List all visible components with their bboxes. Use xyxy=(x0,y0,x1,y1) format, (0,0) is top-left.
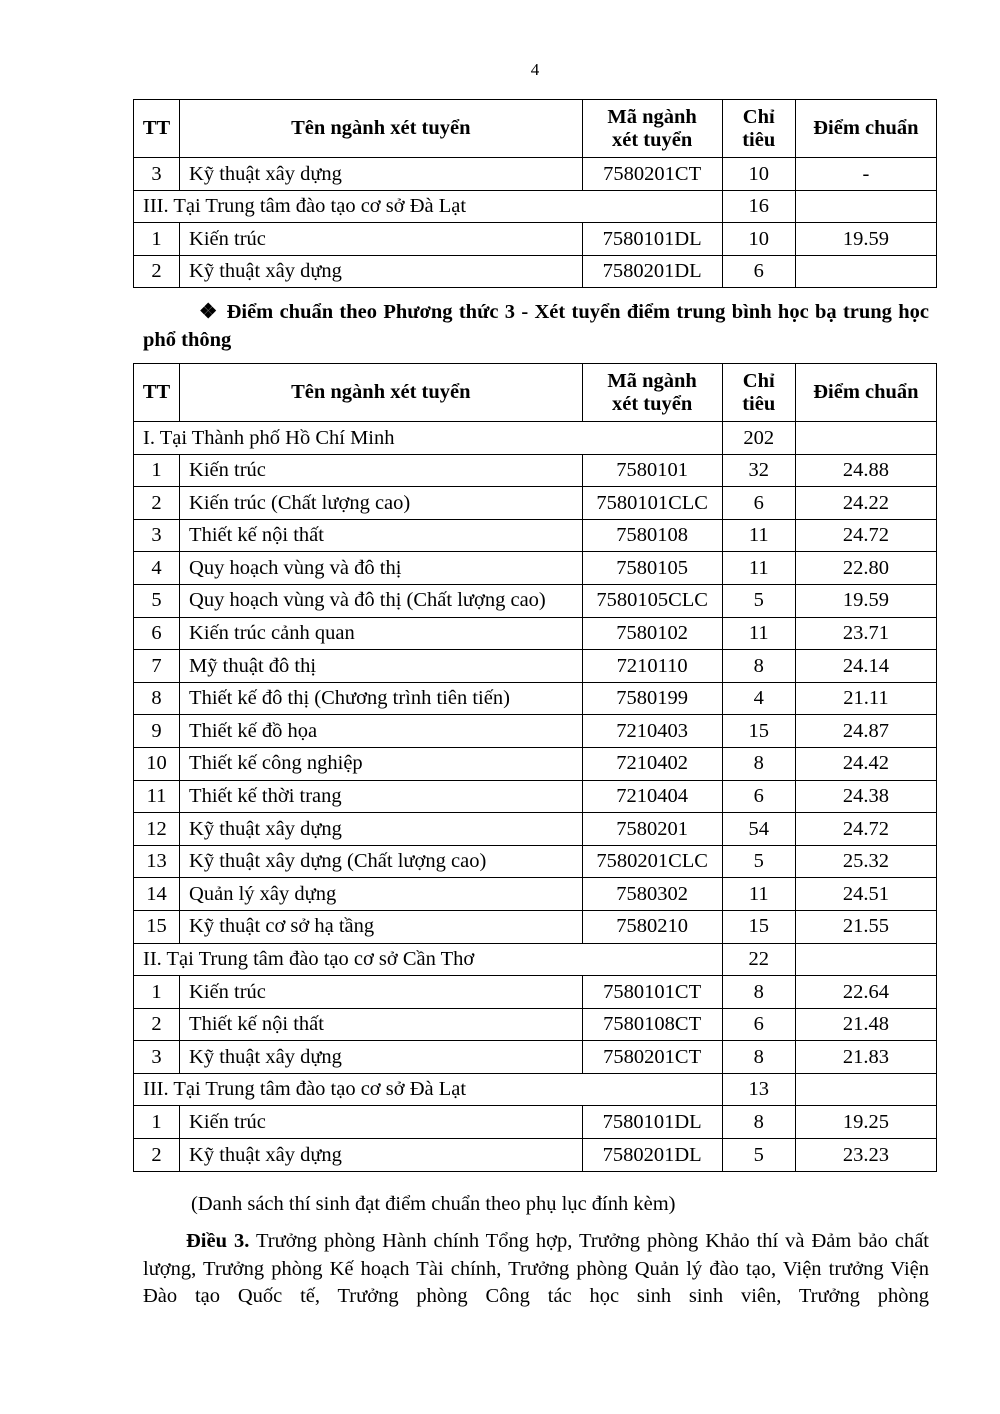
table-row xyxy=(134,780,937,813)
cell-name: Quản lý xây dựng xyxy=(180,878,583,911)
section-label: II. Tại Trung tâm đào tạo cơ sở Cần Thơ xyxy=(134,943,723,976)
cell-code: 7580108 xyxy=(582,519,722,552)
cell-score: 24.88 xyxy=(795,454,936,487)
cell-score: 24.72 xyxy=(795,813,936,846)
table-row xyxy=(134,1106,937,1139)
cell-tt: 13 xyxy=(134,845,180,878)
cell-quota: 5 xyxy=(722,845,795,878)
cell-quota: 8 xyxy=(722,1041,795,1074)
cell-code: 7580201CLC xyxy=(582,845,722,878)
cell-code: 7580201CT xyxy=(582,158,722,191)
cell-code: 7580201 xyxy=(582,813,722,846)
cell-code: 7580199 xyxy=(582,682,722,715)
section-score xyxy=(795,1073,936,1106)
table-row xyxy=(134,1008,937,1041)
table-row xyxy=(134,747,937,780)
cell-code: 7580302 xyxy=(582,878,722,911)
cell-tt: 15 xyxy=(134,910,180,943)
header-tt: TT xyxy=(134,100,180,158)
cell-code: 7580101CLC xyxy=(582,487,722,520)
header-tt: TT xyxy=(134,364,180,422)
cell-code: 7580105 xyxy=(582,552,722,585)
cell-quota: 11 xyxy=(722,617,795,650)
cell-tt: 2 xyxy=(134,255,180,288)
table-row xyxy=(134,878,937,911)
table-row xyxy=(134,976,937,1009)
header-quota: Chỉ tiêu xyxy=(722,364,795,422)
cell-tt: 14 xyxy=(134,878,180,911)
cell-score: 23.71 xyxy=(795,617,936,650)
table-row xyxy=(134,715,937,748)
cell-score: 19.59 xyxy=(795,223,936,256)
table-row xyxy=(134,519,937,552)
cell-tt: 10 xyxy=(134,747,180,780)
cell-quota: 11 xyxy=(722,552,795,585)
cell-name: Kiến trúc cảnh quan xyxy=(180,617,583,650)
cell-tt: 8 xyxy=(134,682,180,715)
bullet-diamond-icon: ❖ xyxy=(199,301,219,323)
cell-quota: 32 xyxy=(722,454,795,487)
cell-tt: 9 xyxy=(134,715,180,748)
table-header-row xyxy=(134,100,937,158)
cell-quota: 10 xyxy=(722,223,795,256)
cell-quota: 11 xyxy=(722,878,795,911)
article-3-paragraph xyxy=(143,1228,929,1311)
cell-quota: 8 xyxy=(722,1106,795,1139)
section-score xyxy=(795,190,936,223)
cell-score: 19.59 xyxy=(795,584,936,617)
admission-score-table-method-2 xyxy=(133,99,937,288)
cell-quota: 10 xyxy=(722,158,795,191)
header-score: Điểm chuẩn xyxy=(795,364,936,422)
table-row xyxy=(134,158,937,191)
table-row xyxy=(134,1041,937,1074)
cell-quota: 5 xyxy=(722,1139,795,1172)
section-quota: 16 xyxy=(722,190,795,223)
cell-score: 19.25 xyxy=(795,1106,936,1139)
cell-score: 21.83 xyxy=(795,1041,936,1074)
page-number: 4 xyxy=(530,60,540,79)
cell-code: 7210110 xyxy=(582,650,722,683)
cell-tt: 1 xyxy=(134,454,180,487)
cell-code: 7210402 xyxy=(582,747,722,780)
cell-name: Thiết kế công nghiệp xyxy=(180,747,583,780)
cell-quota: 54 xyxy=(722,813,795,846)
cell-tt: 12 xyxy=(134,813,180,846)
cell-score: - xyxy=(795,158,936,191)
cell-tt: 2 xyxy=(134,1139,180,1172)
cell-tt: 1 xyxy=(134,1106,180,1139)
table-row xyxy=(134,910,937,943)
table-row xyxy=(134,650,937,683)
cell-name: Thiết kế thời trang xyxy=(180,780,583,813)
cell-score xyxy=(795,255,936,288)
table-row xyxy=(134,584,937,617)
cell-quota: 8 xyxy=(722,747,795,780)
cell-code: 7580102 xyxy=(582,617,722,650)
cell-quota: 8 xyxy=(722,650,795,683)
cell-code: 7580101 xyxy=(582,454,722,487)
cell-score: 24.38 xyxy=(795,780,936,813)
cell-quota: 6 xyxy=(722,1008,795,1041)
cell-score: 24.42 xyxy=(795,747,936,780)
cell-tt: 5 xyxy=(134,584,180,617)
cell-quota: 11 xyxy=(722,519,795,552)
appendix-note: (Danh sách thí sinh đạt điểm chuẩn theo phụ lục đính kèm) xyxy=(191,1193,676,1215)
header-name: Tên ngành xét tuyển xyxy=(180,364,583,422)
cell-code: 7210403 xyxy=(582,715,722,748)
cell-tt: 2 xyxy=(134,487,180,520)
method-3-heading xyxy=(143,298,929,354)
cell-name: Kiến trúc xyxy=(180,976,583,1009)
cell-code: 7580201DL xyxy=(582,1139,722,1172)
cell-score: 22.80 xyxy=(795,552,936,585)
cell-quota: 8 xyxy=(722,976,795,1009)
cell-tt: 6 xyxy=(134,617,180,650)
cell-score: 22.64 xyxy=(795,976,936,1009)
header-code: Mã ngành xét tuyển xyxy=(582,364,722,422)
cell-code: 7580210 xyxy=(582,910,722,943)
cell-tt: 3 xyxy=(134,158,180,191)
cell-name: Kiến trúc (Chất lượng cao) xyxy=(180,487,583,520)
cell-tt: 1 xyxy=(134,223,180,256)
section-row xyxy=(134,1073,937,1106)
cell-tt: 4 xyxy=(134,552,180,585)
cell-score: 24.87 xyxy=(795,715,936,748)
header-quota: Chỉ tiêu xyxy=(722,100,795,158)
cell-tt: 7 xyxy=(134,650,180,683)
section-quota: 202 xyxy=(722,422,795,455)
cell-name: Quy hoạch vùng và đô thị (Chất lượng cao) xyxy=(180,584,583,617)
article-3-label: Điều 3. xyxy=(186,1230,250,1252)
cell-name: Kiến trúc xyxy=(180,454,583,487)
cell-quota: 6 xyxy=(722,487,795,520)
cell-name: Thiết kế nội thất xyxy=(180,1008,583,1041)
cell-name: Thiết kế đồ họa xyxy=(180,715,583,748)
cell-tt: 3 xyxy=(134,519,180,552)
cell-code: 7580105CLC xyxy=(582,584,722,617)
cell-score: 24.14 xyxy=(795,650,936,683)
cell-tt: 2 xyxy=(134,1008,180,1041)
cell-code: 7580101DL xyxy=(582,223,722,256)
table-header-row xyxy=(134,364,937,422)
section-score xyxy=(795,943,936,976)
cell-code: 7580201CT xyxy=(582,1041,722,1074)
section-row xyxy=(134,943,937,976)
cell-score: 24.22 xyxy=(795,487,936,520)
cell-quota: 15 xyxy=(722,715,795,748)
cell-code: 7580201DL xyxy=(582,255,722,288)
header-code: Mã ngành xét tuyển xyxy=(582,100,722,158)
cell-score: 21.48 xyxy=(795,1008,936,1041)
cell-tt: 11 xyxy=(134,780,180,813)
cell-score: 21.11 xyxy=(795,682,936,715)
cell-quota: 15 xyxy=(722,910,795,943)
table-row xyxy=(134,255,937,288)
cell-code: 7580101DL xyxy=(582,1106,722,1139)
cell-name: Kỹ thuật xây dựng xyxy=(180,813,583,846)
cell-name: Mỹ thuật đô thị xyxy=(180,650,583,683)
table-row xyxy=(134,552,937,585)
header-name: Tên ngành xét tuyển xyxy=(180,100,583,158)
header-score: Điểm chuẩn xyxy=(795,100,936,158)
cell-tt: 3 xyxy=(134,1041,180,1074)
cell-name: Kiến trúc xyxy=(180,223,583,256)
cell-name: Kỹ thuật xây dựng xyxy=(180,1139,583,1172)
table-row xyxy=(134,1139,937,1172)
table-row xyxy=(134,454,937,487)
table-row xyxy=(134,682,937,715)
cell-name: Thiết kế nội thất xyxy=(180,519,583,552)
section-row xyxy=(134,190,937,223)
cell-name: Quy hoạch vùng và đô thị xyxy=(180,552,583,585)
section-quota: 22 xyxy=(722,943,795,976)
section-label: I. Tại Thành phố Hồ Chí Minh xyxy=(134,422,723,455)
cell-code: 7210404 xyxy=(582,780,722,813)
section-label: III. Tại Trung tâm đào tạo cơ sở Đà Lạt xyxy=(134,1073,723,1106)
cell-quota: 5 xyxy=(722,584,795,617)
cell-score: 23.23 xyxy=(795,1139,936,1172)
cell-score: 21.55 xyxy=(795,910,936,943)
cell-name: Kỹ thuật xây dựng (Chất lượng cao) xyxy=(180,845,583,878)
cell-quota: 6 xyxy=(722,255,795,288)
section-score xyxy=(795,422,936,455)
section-label: III. Tại Trung tâm đào tạo cơ sở Đà Lạt xyxy=(134,190,723,223)
article-3-text: Trưởng phòng Hành chính Tổng hợp, Trưởng phòng Khảo thí và Đảm bảo chất lượng, Trưởng phòng Kế hoạch Tài chính, Trưởng phòng Quản lý đào tạo, Viện trưởng Viện Đào tạo Quốc tế, Trưởng phòng Công tác học sinh sinh viên, Trưởng phòng xyxy=(143,1230,929,1307)
cell-name: Thiết kế đô thị (Chương trình tiên tiến) xyxy=(180,682,583,715)
cell-code: 7580108CT xyxy=(582,1008,722,1041)
section-row xyxy=(134,422,937,455)
cell-score: 25.32 xyxy=(795,845,936,878)
cell-name: Kỹ thuật xây dựng xyxy=(180,255,583,288)
cell-name: Kỹ thuật cơ sở hạ tầng xyxy=(180,910,583,943)
table-row xyxy=(134,617,937,650)
table-row xyxy=(134,845,937,878)
cell-score: 24.51 xyxy=(795,878,936,911)
cell-tt: 1 xyxy=(134,976,180,1009)
cell-quota: 4 xyxy=(722,682,795,715)
cell-quota: 6 xyxy=(722,780,795,813)
section-quota: 13 xyxy=(722,1073,795,1106)
table-row xyxy=(134,813,937,846)
admission-score-table-method-3 xyxy=(133,363,937,1172)
cell-name: Kỹ thuật xây dựng xyxy=(180,158,583,191)
table-row xyxy=(134,223,937,256)
cell-name: Kiến trúc xyxy=(180,1106,583,1139)
method-3-heading-text: Điểm chuẩn theo Phương thức 3 - Xét tuyển điểm trung bình học bạ trung học phổ thông xyxy=(143,301,929,351)
cell-code: 7580101CT xyxy=(582,976,722,1009)
table-row xyxy=(134,487,937,520)
cell-score: 24.72 xyxy=(795,519,936,552)
cell-name: Kỹ thuật xây dựng xyxy=(180,1041,583,1074)
